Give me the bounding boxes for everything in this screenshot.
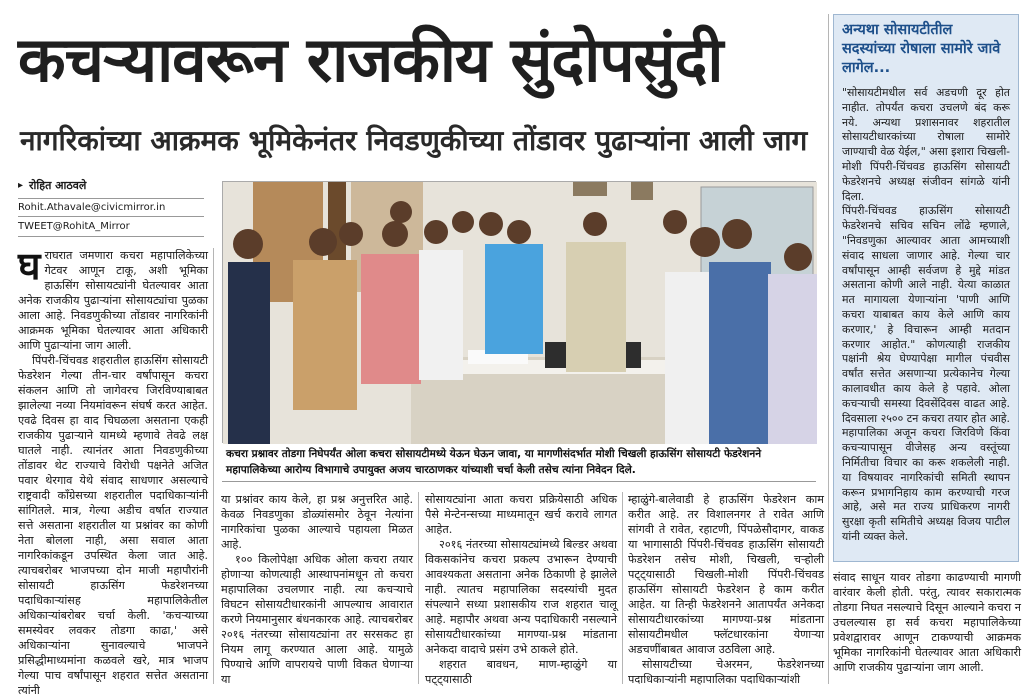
article-column-1: [18, 244, 208, 697]
sidebar-paragraph: "सोसायटीमधील सर्व अडचणी दूर होत नाहीत. तोपर्यंत कचरा उचलणे बंद करू नये. अन्यथा प्रशासनावर शहरातील सोसायटीधारकांच्या रोषाला सामोरे जाण्याची वेळ येईल," असा इशारा चिखली-मोशी पिंपरी-चिंचवड हाऊसिंग सोसायटी फेडरेशनचे अध्यक्ष संजीवन सांगळे यांनी दिला.: [842, 86, 1010, 203]
photo-caption: कचरा प्रश्नावर तोडगा निघेपर्यंत ओला कचरा सोसायटीमध्ये येऊन घेऊन जावा, या मागणीसंदर्भात मोशी चिखली हाऊसिंग सोसायटी फेडरेशनने महापालिकेच्या आरोग्य विभागाचे उपायुक्त अजय चारठाणकर यांच्याशी चर्चा केली तसेच त्यांना निवेदन दिले.: [222, 444, 816, 482]
article-paragraph: १०० किलोपेक्षा अधिक ओला कचरा तयार होणाऱ्या कोणत्याही आस्थापनांमधून तो कचरा महापालिका उचलणार नाही. त्या कचऱ्याचे विघटन सोसायटीधारकांनी आपल्याच आवारात करणे नियमानुसार बंधनकारक आहे. त्याचबरोबर २०१६ नंतरच्या सोसायट्यांना तर सरसकट हा नियम लागू करण्यात आला आहे. यामुळे पिण्याचे आणि वापरायचे पाणी विकत घेणाऱ्या या: [221, 553, 413, 686]
article-paragraph: पिंपरी-चिंचवड शहरातील हाऊसिंग सोसायटी फेडरेशन गेल्या तीन-चार वर्षांपासून कचरा संकलन आणि तो जागेवरच जिरविण्याबाबत झालेल्या नव्या नियमांवरून संघर्ष करत आहेत. एवढे दिवस हा वाद चिघळला असताना एकही राजकीय पुढाऱ्याने यामध्ये म्हणावे तेवढे लक्ष घातले नाही. त्यानंतर आता निवडणुकीच्या तोंडावर थेट राज्याचे विरोधी पक्षनेते अजित पवार थेरगाव येथे संवाद साधणार असल्याचे राष्ट्रवादी काँग्रेसच्या शहरातील पदाधिकाऱ्यांनी सांगितले. मात्र, गेल्या अडीच वर्षात राज्यात सत्ते असताना शहरातील या प्रश्नांवर का कोणी नेता बोलला नाही, असा सवाल आता नागरिकांकडून उपस्थित केला जात आहे. त्याचबरोबर भाजपच्या दोन माजी महापौरांनी सोसायटी हाऊसिंग फेडरेशनच्या पदाधिकाऱ्यांसह महापालिकेतील अधिकाऱ्यांबरोबर चर्चा केली. 'कचऱ्याच्या समस्येवर लवकर तोडगा काढा,' असे अधिकाऱ्यांना सुनावल्याचे भाजपने प्रसिद्धीमाध्यमांना कळवले खरे, मात्र भाजप गेल्या पाच वर्षांपासून शहरात सत्तेत असताना त्यांनी: [18, 354, 208, 697]
subheadline: नागरिकांच्या आक्रमक भूमिकेनंतर निवडणुकीच्या तोंडावर पुढाऱ्यांना आली जाग: [20, 124, 808, 157]
article-column-5: [833, 570, 1021, 685]
article-paragraph: शहरात बावधन, माण-म्हाळुंगे या पट्ट्यासाठी: [425, 658, 617, 686]
byline-name-row: [18, 178, 204, 196]
column-divider: [622, 492, 623, 684]
headline: कचऱ्यावरून राजकीय सुंदोपसुंदी: [18, 23, 723, 96]
author-email: Rohit.Athavale@civicmirror.in: [18, 198, 204, 217]
author-name: रोहित आठवले: [29, 179, 87, 192]
news-photo: [222, 181, 816, 443]
column-divider: [828, 14, 829, 684]
lead-text: राघरात जमणारा कचरा महापालिकेच्या गेटवर आणून टाकू, अशी भूमिका हाऊसिंग सोसायट्यांनी घेतल्यावर आता अनेक राजकीय पुढाऱ्यांना सोसायट्यांचा पुळका आला आहे. निवडणुकीच्या तोंडावर नागरिकांनी आक्रमक भूमिका घेतल्यावर आता अधिकारी आणि पुढाऱ्यांना जाग आली.: [18, 249, 208, 352]
article-paragraph: संवाद साधून यावर तोडगा काढण्याची मागणी वारंवार केली होती. परंतु, त्यावर सकारात्मक तोडगा निघत नसल्याचे दिसून आल्याने कचरा न उचलल्यास हा सर्व कचरा महापालिकेच्या प्रवेशद्वारावर आणून टाकण्याची आक्रमक भूमिका नागरिकांनी घेतल्यावर आता अधिकारी आणि राजकीय पुढाऱ्यांना जाग आली.: [833, 571, 1021, 674]
sidebar-paragraph: पिंपरी-चिंचवड हाऊसिंग सोसायटी फेडरेशनचे सचिव सचिन लोंढे म्हणाले, "निवडणुका आल्यावर आता आमच्याशी संवाद साधला जाणार आहे. गेल्या चार वर्षांपासून आम्ही सर्वजण हे मुद्दे मांडत असताना कोणी आले नाही. येत्या काळात मत मागायला येणाऱ्यांना 'पाणी आणि कचरा याबाबत काय केले आणि काय करणार,' हे विचारून आम्ही मतदान करणार आहोत." कोणत्याही राजकीय पक्षांनी श्रेय घेण्यापेक्षा मागील पंचवीस वर्षांत सत्तेत असणाऱ्या प्रत्येकानेच गेल्या कालावधीत काय केले हे पहावे. ओला कचऱ्याची समस्या दिवसेंदिवस वाढत आहे. दिवसाला २५०० टन कचरा तयार होत आहे. महापालिका अजून कचरा जिरविणे किंवा कचऱ्यापासून वीजेसह अन्य वस्तूंच्या निर्मितीचा विचार का करू शकलेली नाही. या विषयावर नागरिकांची समिती स्थापन करून प्रभागनिहाय काम करण्याची गरज आहे, असे मत राज्य प्राधिकरण नागरी सुरक्षा कृती समितीचे अध्यक्ष विजय पाटील यांनी व्यक्त केले.: [842, 204, 1010, 543]
sidebar-body: [834, 86, 1018, 545]
article-paragraph: म्हाळुंगे-बालेवाडी हे हाऊसिंग फेडरेशन काम करीत आहे. तर विशालनगर ते रावेत आणि सांगवी ते रावेत, रहाटणी, पिंपळेसौदागर, वाकड या भागासाठी पिंपरी-चिंचवड हाऊसिंग सोसायटी फेडरेशन तसेच मोशी, चिखली, चऱ्होली पट्ट्यासाठी चिखली-मोशी पिंपरी-चिंचवड हाऊसिंग सोसायटी फेडरेशन हे काम करीत आहेत. या तिन्ही फेडरेशनने आतापर्यंत अनेकदा सोसायटीधारकांच्या मागण्या-प्रश्न मांडताना सोसायटीमधील फ्लॅटधारकांना येणाऱ्या अडचणींबाबत आवाज उठविला आहे.: [628, 493, 824, 656]
caret-icon: ▸: [18, 180, 24, 191]
article-column-3: [425, 492, 617, 684]
article-paragraph: या प्रश्नांवर काय केले, हा प्रश्न अनुत्तरित आहे. केवळ निवडणुका डोळ्यांसमोर ठेवून नेत्यांना नागरिकांचा पुळका आल्याचे पहायला मिळत आहे.: [221, 493, 413, 551]
article-column-4: [628, 492, 824, 684]
article-lead-paragraph: [18, 244, 208, 353]
article-paragraph: सोसायट्यांना आता कचरा प्रक्रियेसाठी अधिक पैसे मेन्टेनन्सच्या माध्यमातून खर्च करावे लागत आहेत.: [425, 493, 617, 536]
column-divider: [418, 492, 419, 684]
sidebar-box: [833, 14, 1019, 562]
author-twitter: TWEET@RohitA_Mirror: [18, 217, 204, 237]
drop-cap: घ: [18, 244, 41, 288]
group-photo-illustration: [223, 182, 817, 444]
byline: [18, 178, 204, 237]
article-paragraph: २०१६ नंतरच्या सोसायट्यांमध्ये बिल्डर अथवा विकसकांनेच कचरा प्रकल्प उभारून देण्याची आवश्यकता असताना अनेक ठिकाणी हे झालेले नाही. त्यातच महापालिका सदस्यांची मुदत संपल्याने सध्या प्रशासकीय राज शहरात चालू आहे. महापौर अथवा अन्य पदाधिकारी नसल्याने सोसायटीधारकांच्या मागण्या-प्रश्न मांडताना अनेकदा वादाचे प्रसंग उभे ठाकले होते.: [425, 538, 617, 656]
column-divider: [213, 248, 214, 684]
article-paragraph: सोसायटीच्या चेअरमन, फेडरेशनच्या पदाधिकाऱ्यांनी महापालिका पदाधिकाऱ्यांशी: [628, 658, 824, 686]
sidebar-title: अन्यथा सोसायटीतील सदस्यांच्या रोषाला सामोरे जावे लागेल...: [842, 22, 1001, 76]
article-column-2: [221, 492, 413, 684]
